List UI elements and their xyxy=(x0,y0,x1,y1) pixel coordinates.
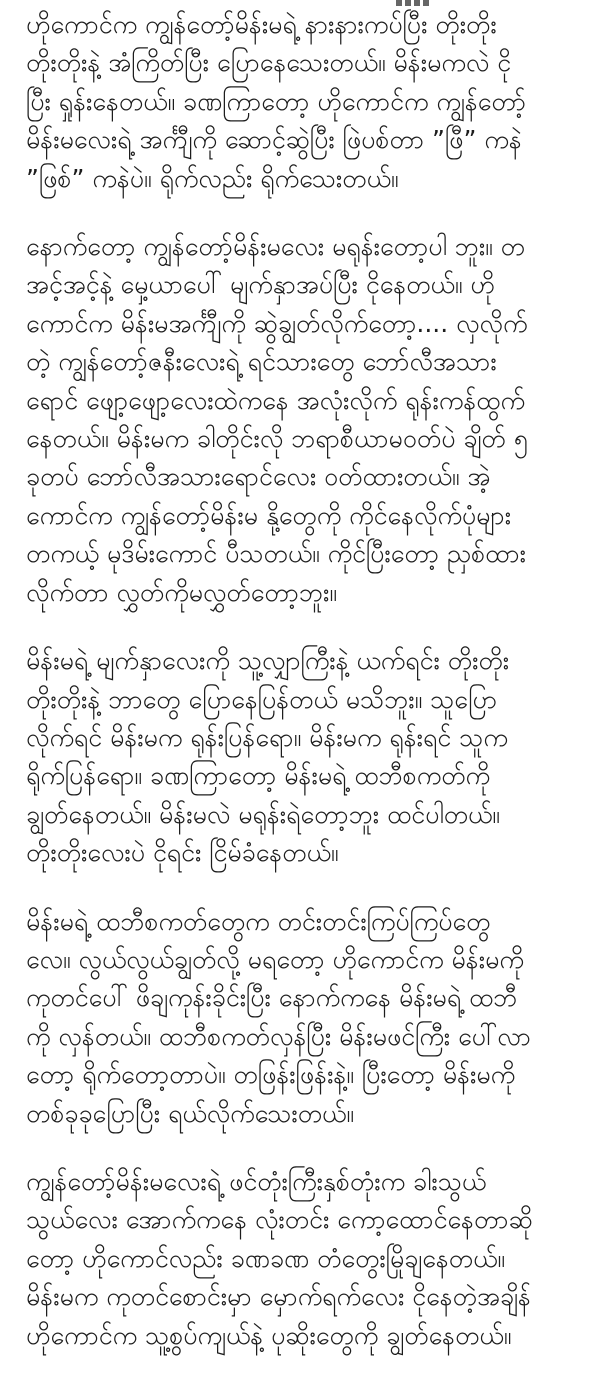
text-line: ဟိုကောင်က ကျွန်တော့်မိန်းမရဲ့ နားနားကပ်ပြီး တိုးတိုး xyxy=(26,10,497,39)
text-line: သွယ်လေး အောက်ကနေ လုံးတင်း ကော့ထောင်နေတာဆို xyxy=(26,1205,533,1235)
article-body xyxy=(26,6,582,1385)
text-line: တဲ့ ကျွန်တော့်ဇနီးလေးရဲ့ ရင်သားတွေ ဘော်လီအသား xyxy=(26,347,497,377)
text-line: တော့ ဟိုကောင်လည်း ခဏခဏ တံတွေးမြိုချနေတယ်။ xyxy=(26,1243,505,1273)
text-line: ပြီး ရှုန်းနေတယ်။ ခဏကြာတော့ ဟိုကောင်က ကျွန်တော့် xyxy=(26,86,526,116)
paragraph-5 xyxy=(26,1163,582,1355)
text-line: တိုးတိုးနဲ့ အံကြိတ်ပြီး ပြောနေသေးတယ်။ မိန်းမကလဲ ငို xyxy=(26,48,512,78)
text-line: ဟိုကောင်က သူ့စွပ်ကျယ်နဲ့ ပုဆိုးတွေကို ချွတ်နေတယ်။ xyxy=(26,1320,512,1350)
text-line: တော့ ရိုက်တော့တာပဲ။ တဖြန်းဖြန်းနဲ့။ ပြီးတော့ မိန်းမကို xyxy=(26,1060,516,1090)
paragraph-3 xyxy=(26,642,582,872)
text-line: ချွတ်နေတယ်။ မိန်းမလဲ မရုန်းရဲတော့ဘူး ထင်ပါတယ်။ xyxy=(26,799,500,829)
text-line: တိုးတိုးလေးပဲ ငိုရင်း ငြိမ်ခံနေတယ်။ xyxy=(26,838,339,868)
text-line: ကုတင်ပေါ် ဖိချကုန်းခိုင်းပြီး နောက်ကနေ မိန်းမရဲ့ ထဘီ xyxy=(26,983,518,1013)
text-line: မိန်းမရဲ့ ထဘီစကတ်တွေက တင်းတင်းကြပ်ကြပ်တွေ xyxy=(26,906,491,936)
text-line: နောက်တော့ ကျွန်တော့်မိန်းမလေး မရုန်းတော့ပါ ဘူး။ တ xyxy=(26,232,526,262)
text-line: အင့်အင့်နဲ့ မှေ့ယာပေါ် မျက်နှာအပ်ပြီး ငိုနေတယ်။ ဟို xyxy=(26,270,495,300)
paragraph-1 xyxy=(26,6,582,198)
text-line: ကောင်က မိန်းမအင်္ကျီကို ဆွဲချွတ်လိုက်တော့.... လှလိုက် xyxy=(26,308,528,338)
text-line: တစ်ခုခုပြောပြီး ရယ်လိုက်သေးတယ်။ xyxy=(26,1098,354,1128)
text-line: တကယ့် မုဒိမ်းကောင် ပီသတယ်။ ကိုင်ပြီးတော့ ညှစ်ထား xyxy=(26,539,526,569)
text-line: ကျွန်တော့်မိန်းမလေးရဲ့ ဖင်တုံးကြီးနှစ်တုံးက ခါးသွယ် xyxy=(26,1166,487,1196)
text-line: မိန်းမလေးရဲ့ အင်္ကျီကို ဆောင့်ဆွဲပြီး ဖြဲပစ်တာ ”ဖြီ” ကနဲ xyxy=(26,125,522,155)
text-line: မိန်းမရဲ့ မျက်နှာလေးကို သူ့လျှာကြီးနဲ့ ယက်ရင်း တိုးတိုး xyxy=(26,646,510,676)
text-line: တိုးတိုးနဲ့ ဘာတွေ ပြောနေပြန်တယ် မသိဘူး။ သူပြော xyxy=(26,684,498,714)
text-line: ကို လှန်တယ်။ ထဘီစကတ်လှန်ပြီး မိန်းမဖင်ကြီး ပေါ်လာ xyxy=(26,1021,531,1051)
text-line: ရိုက်ပြန်ရော။ ခဏကြာတော့ မိန်းမရဲ့ ထဘီစကတ်ကို xyxy=(26,761,491,791)
paragraph-4 xyxy=(26,903,582,1133)
text-line: မိန်းမက ကုတင်စောင်းမှာ မှောက်ရက်လေး ငိုနေတဲ့အချိန် xyxy=(26,1282,531,1312)
text-line: နေတယ်။ မိန်းမက ခါတိုင်းလို ဘရာစီယာမဝတ်ပဲ ချိတ် ၅ xyxy=(26,424,528,454)
text-line: လိုက်ရင် မိန်းမက ရုန်းပြန်ရော။ မိန်းမက ရုန်းရင် သူက xyxy=(26,722,508,752)
text-line: ”ဖြစ်” ကနဲပဲ။ ရိုက်လည်း ရိုက်သေးတယ်။ xyxy=(26,163,399,193)
text-line: လေ။ လွယ်လွယ်ချွတ်လို့ မရတော့ ဟိုကောင်က မိန်းမကို xyxy=(26,944,524,974)
signal-icon xyxy=(396,0,456,4)
text-line: လိုက်တာ လွှတ်ကိုမလွှတ်တော့ဘူး။ xyxy=(26,577,337,607)
text-line: ရောင် ဖျော့ဖျော့လေးထဲကနေ အလုံးလိုက် ရုန်းကန်ထွက် xyxy=(26,385,525,415)
text-line: ခုတပ် ဘော်လီအသားရောင်လေး ဝတ်ထားတယ်။ အဲ့ xyxy=(26,462,491,492)
text-line: ကောင်က ကျွန်တော့်မိန်းမ နို့တွေကို ကိုင်နေလိုက်ပုံများ xyxy=(26,500,512,530)
paragraph-2 xyxy=(26,228,582,612)
